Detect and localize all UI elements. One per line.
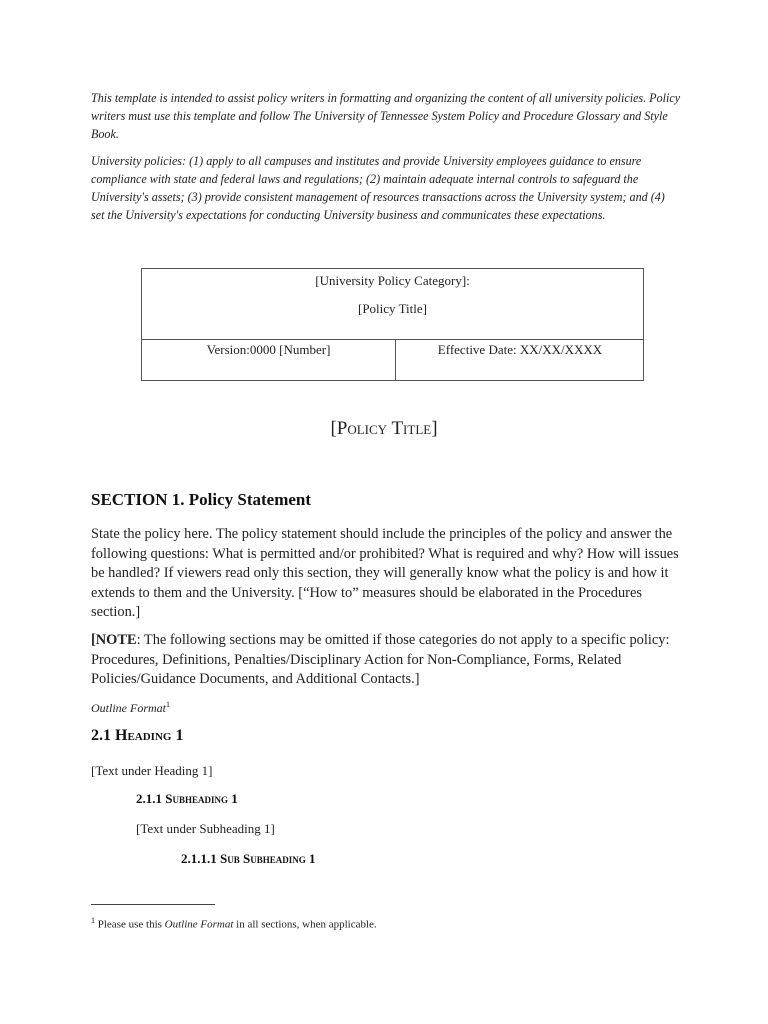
- note-text: : The following sections may be omitted if those categories do not apply to a specific policy: Procedures, Definitions, Penalties/Disciplinary Action for Non-Compliance, Forms, Related Policies/Guidance Documents, and Additional Contacts.]: [91, 632, 670, 687]
- footnote-text-after: in all sections, when applicable.: [233, 918, 377, 931]
- footnote-mark: 1: [91, 916, 95, 925]
- policy-title-heading: [Policy Title]: [330, 418, 438, 439]
- policy-category-text: [University Policy Category]:: [315, 273, 470, 288]
- effective-date-text: Effective Date: XX/XX/XXXX: [437, 342, 603, 357]
- policy-title-cell-text: [Policy Title]: [358, 301, 427, 316]
- version-text: Version:0000 [Number]: [206, 342, 331, 357]
- footnote-italic-text: Outline Format: [164, 918, 234, 931]
- section-1-heading: SECTION 1. Policy Statement: [91, 490, 312, 509]
- footnote: [91, 916, 377, 931]
- intro-paragraph-1: This template is intended to assist policy writers in formatting and organizing the content of all university policies. Policy writers must use this template and follow The University of Tennessee System Policy and Procedure Glossary and Style Book.: [91, 91, 681, 141]
- heading-1-text: [Text under Heading 1]: [91, 763, 213, 778]
- intro-paragraph-2: University policies: (1) apply to all campuses and institutes and provide University employees guidance to ensure compliance with state and federal laws and regulations; (2) maintain adequate internal controls to safeguard the University's assets; (3) provide consistent management of resources transactions across the University system; and (4) set the University's expectations for conducting University business and communicates these expectations.: [91, 154, 665, 222]
- footnote-reference: 1: [166, 700, 170, 709]
- info-table-meta-row: [142, 339, 643, 381]
- outline-format-label: [91, 700, 170, 716]
- outline-format-text: Outline Format: [91, 701, 166, 715]
- note-label: [NOTE: [91, 632, 137, 648]
- heading-2-1: 2.1 Heading 1: [91, 727, 184, 744]
- note-paragraph: [91, 631, 691, 690]
- footnote-text-before: Please use this: [95, 918, 165, 931]
- policy-statement-paragraph: State the policy here. The policy statement should include the principles of the policy and answer the following questions: What is permitted and/or prohibited? What is required and why? How will issues be handled? If viewers read only this section, they will generally know what the policy is and how it extends to them and the University. [“How to” measures should be elaborated in the Procedures section.]: [91, 526, 679, 620]
- policy-info-table: [141, 268, 644, 381]
- version-cell: [142, 339, 396, 381]
- footnote-divider: [91, 904, 215, 905]
- effective-date-cell: [396, 339, 644, 381]
- sub-subheading-2-1-1-1: 2.1.1.1 Sub Subheading 1: [181, 851, 316, 866]
- info-table-header-row: [142, 269, 643, 340]
- subheading-1-text: [Text under Subheading 1]: [136, 821, 275, 836]
- subheading-2-1-1: 2.1.1 Subheading 1: [136, 791, 238, 806]
